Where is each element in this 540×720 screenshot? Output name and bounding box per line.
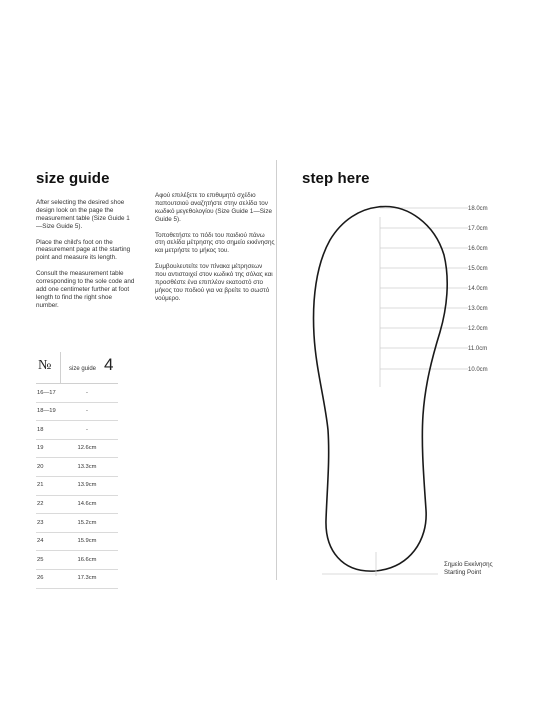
size-guide-label: size guide: [69, 366, 97, 372]
table-row: [36, 403, 118, 422]
english-paragraph: Consult the measurement table corresponding to the sole code and add one centimeter further at foot length to find the right shoe number.: [36, 270, 135, 309]
ruler-label: 10.0cm: [468, 367, 488, 373]
foot-length: -: [86, 426, 88, 433]
starting-point-greek: Σημείο Εκκίνησης: [444, 561, 493, 568]
table-row: [36, 570, 118, 589]
table-row: [36, 458, 118, 477]
shoe-size: 23: [37, 519, 44, 526]
table-row: [36, 496, 118, 515]
table-row: [36, 533, 118, 552]
ruler-label: 15.0cm: [468, 266, 488, 272]
table-row: [36, 384, 118, 403]
ruler-label: 11.0cm: [468, 346, 488, 352]
foot-length: -: [86, 408, 88, 415]
greek-paragraph: Συμβουλευτείτε τον πίνακα μέτρησεων που αντιστοιχεί στον κωδικό της σόλας και προσθέστε ένα επιπλέον εκατοστό στο μήκος του ποδιού για να βρείτε το σωστό νούμερο.: [155, 263, 273, 302]
ruler-label: 13.0cm: [468, 306, 488, 312]
shoe-size: 20: [37, 463, 44, 470]
table-header: [36, 352, 118, 384]
shoe-size: 18: [37, 426, 44, 433]
size-table: [36, 352, 118, 589]
english-paragraph: After selecting the desired shoe design look on the page the measurement table (Size Guide 1—Size Guide 5).: [36, 199, 130, 230]
foot-length: 13.9cm: [77, 482, 97, 489]
table-row: [36, 477, 118, 496]
english-paragraph: Place the child's foot on the measurement page at the starting point and measure its length.: [36, 238, 131, 262]
foot-length: 14.6cm: [77, 501, 97, 508]
foot-length: 13.3cm: [77, 463, 97, 470]
shoe-size: 19: [37, 445, 44, 452]
step-here-title: step here: [302, 170, 370, 187]
ruler-label: 18.0cm: [468, 206, 488, 212]
number-symbol: №: [38, 358, 52, 373]
ruler-label: 16.0cm: [468, 246, 488, 252]
header-divider: [60, 352, 61, 383]
foot-length: 17.3cm: [77, 575, 97, 582]
shoe-size: 25: [37, 556, 44, 563]
shoe-size: 26: [37, 575, 44, 582]
page-fold-divider: [276, 160, 277, 580]
ruler-label: 12.0cm: [468, 326, 488, 332]
table-row: [36, 440, 118, 459]
foot-length: 12.6cm: [77, 445, 97, 452]
english-instructions: [36, 199, 136, 318]
shoe-size: 24: [37, 538, 44, 545]
table-row: [36, 551, 118, 570]
shoe-size: 18—19: [37, 408, 56, 415]
shoe-size: 16—17: [37, 389, 56, 396]
foot-measurement-diagram: [290, 190, 510, 580]
foot-length: 15.9cm: [77, 538, 97, 545]
foot-length: 15.2cm: [77, 519, 97, 526]
shoe-size: 22: [37, 501, 44, 508]
size-guide-title: size guide: [36, 170, 110, 187]
size-guide-number: 4: [104, 355, 114, 374]
ruler-labels: [468, 206, 488, 373]
greek-paragraph: Τοποθετήστε το πόδι του παιδιού πάνω στη σελίδα μέτρησης στο σημείο εκκίνησης και μετρήστε το μήκος του.: [155, 231, 275, 255]
greek-paragraph: Αφού επιλέξετε το επιθυμητό σχέδιο παπουτσιού αναζητήστε στην σελίδα τον κωδικό μεγεθολογίου (Size Guide 1—Size Guide 5).: [155, 192, 272, 223]
ruler-ticks: [380, 208, 468, 369]
greek-instructions: [155, 192, 275, 311]
shoe-size: 21: [37, 482, 44, 489]
table-row: [36, 514, 118, 533]
foot-length: 16.6cm: [77, 556, 97, 563]
ruler-label: 14.0cm: [468, 286, 488, 292]
table-row: [36, 421, 118, 440]
starting-point-english: Starting Point: [444, 569, 482, 576]
foot-length: -: [86, 389, 88, 396]
ruler-label: 17.0cm: [468, 226, 488, 232]
